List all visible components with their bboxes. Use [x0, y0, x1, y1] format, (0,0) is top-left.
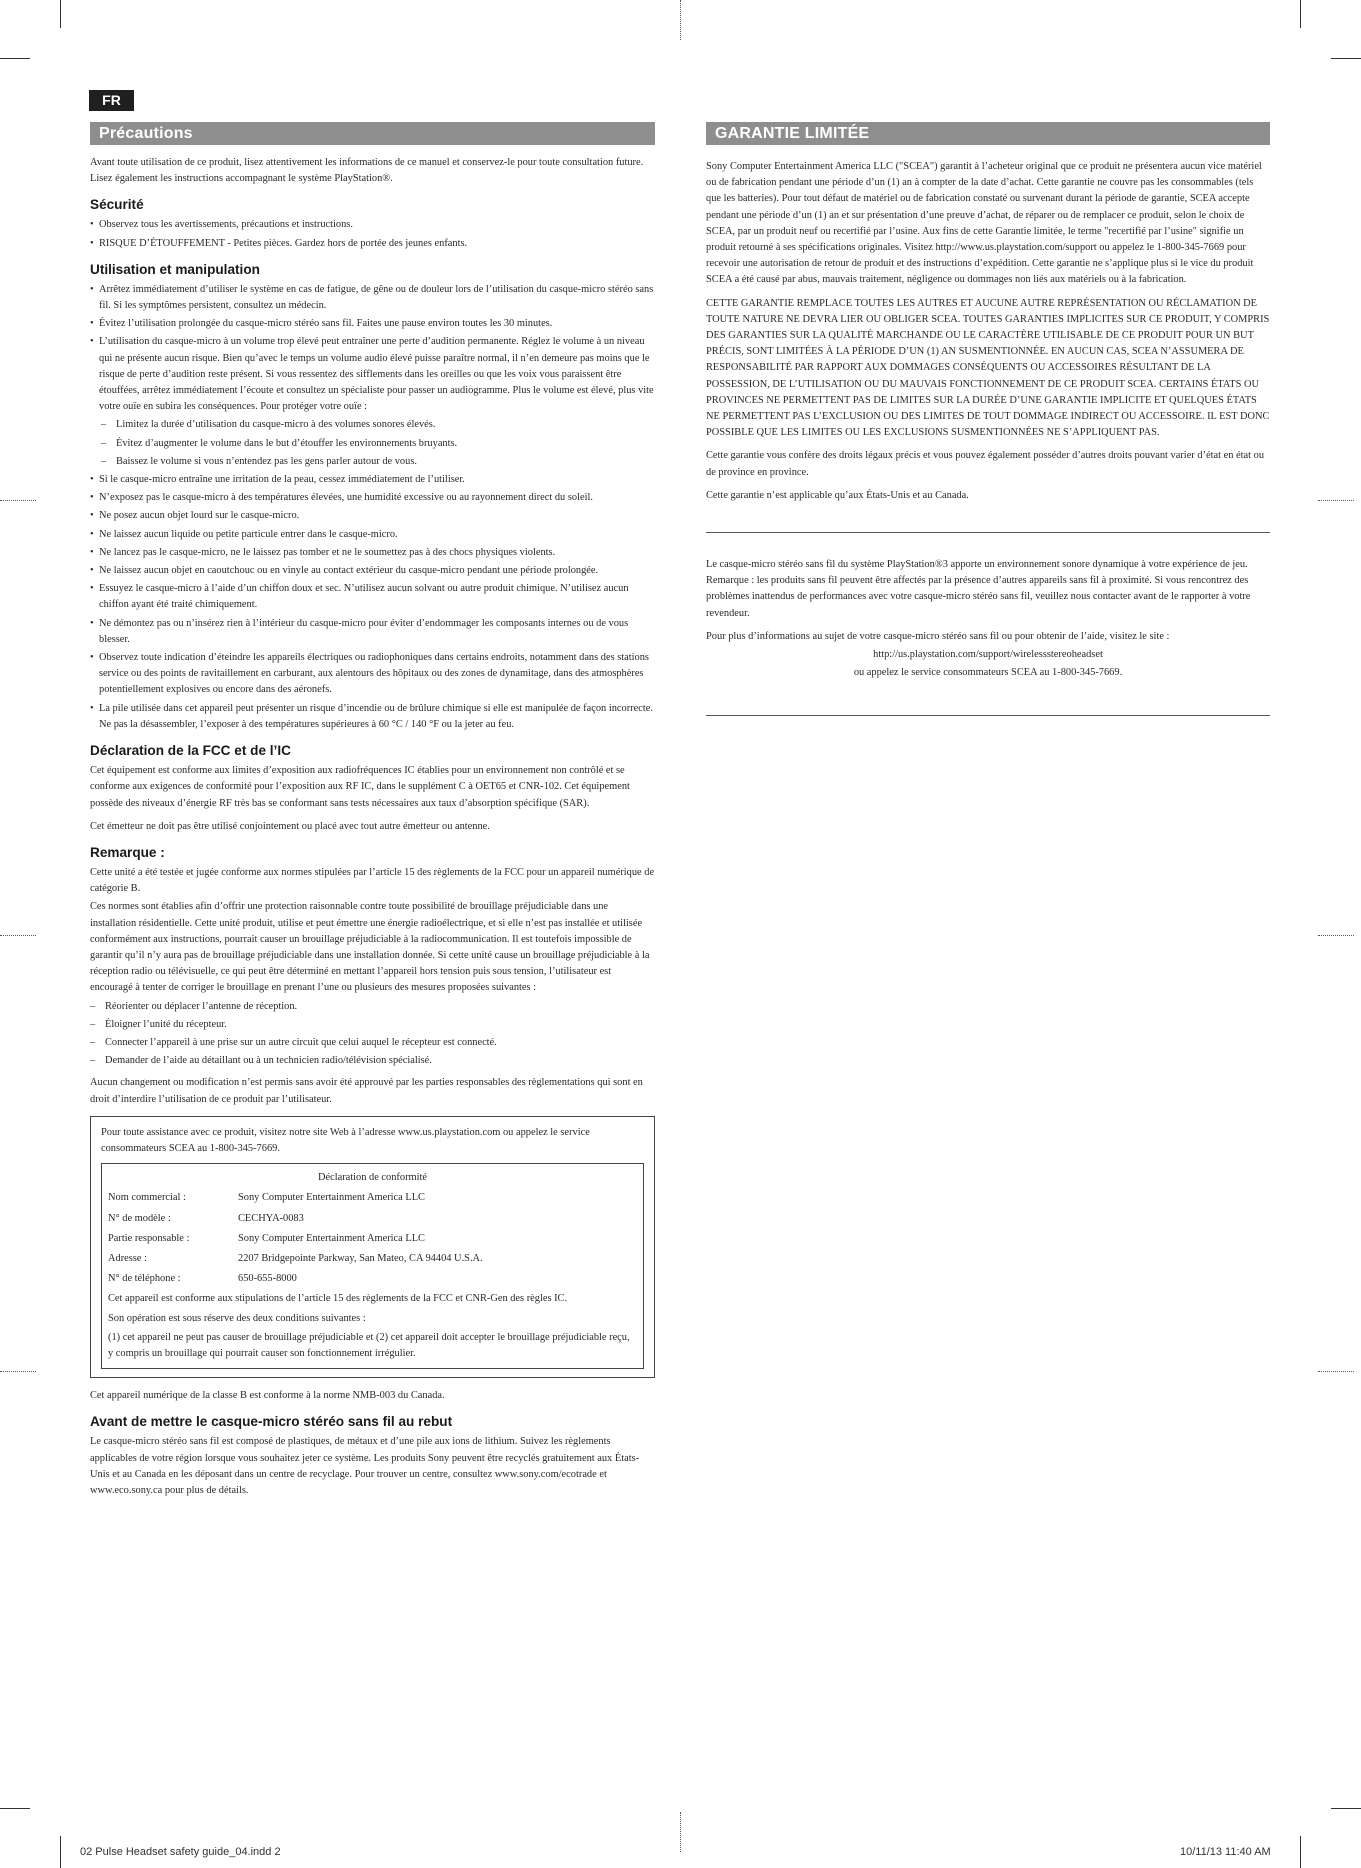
crop-mark: [60, 0, 61, 28]
list-item: – Demander de l’aide au détaillant ou à un technicien radio/télévision spécialisé.: [90, 1053, 655, 1069]
crop-mark: [1300, 1836, 1301, 1868]
declaration-row: [108, 1251, 637, 1267]
list-item: – Éloigner l’unité du récepteur.: [90, 1017, 655, 1033]
list-item: • L’utilisation du casque-micro à un volume trop élevé peut entraîner une perte d’audition permanente. Réglez le volume à un niveau qui ne présente aucun risque. Bien qu’avec le temps un volume audio élevé puisse paraître normal, il n’en demeure pas moins que le risque de perte d’audition reste présent. Si vous ressentez des sifflements dans les oreilles ou que les voix vous paraissent être étouffées, arrêtez immédiatement l’écoute et consultez un spécialiste pour passer un audiogramme. Plus le volume est élevé, plus vite votre ouïe en subira les conséquences. Pour protéger votre ouïe :: [90, 334, 655, 415]
usage-heading: Utilisation et manipulation: [90, 261, 260, 277]
list-item: • Ne laissez aucun objet en caoutchouc ou en vinyle au contact extérieur du casque-micro pendant une période prolongée.: [90, 563, 655, 579]
divider: [706, 532, 1270, 533]
row-label: Nom commercial :: [108, 1192, 186, 1204]
list-item: – Baissez le volume si vous n’entendez pas les gens parler autour de vous.: [90, 454, 655, 470]
compliance-text: Son opération est sous réserve des deux conditions suivantes :: [108, 1312, 366, 1324]
list-item: • Ne posez aucun objet lourd sur le casque-micro.: [90, 508, 655, 524]
declaration-row: [108, 1231, 637, 1247]
list-item: • RISQUE D’ÉTOUFFEMENT - Petites pièces. Gardez hors de portée des jeunes enfants.: [90, 236, 655, 252]
row-value: 650-655-8000: [238, 1273, 297, 1285]
list-item: • Ne laissez aucun liquide ou petite particule entrer dans le casque-micro.: [90, 527, 655, 543]
disposal-heading: Avant de mettre le casque-micro stéréo sans fil au rebut: [90, 1414, 453, 1430]
hearing-sublist: [90, 417, 655, 470]
compliance-text: (1) cet appareil ne peut pas causer de brouillage préjudiciable et (2) cet appareil doit accepter le brouillage préjudiciable reçu, y compris un brouillage qui pourrait causer son fonctionnement irrégulier.: [108, 1331, 630, 1359]
registration-mark: [680, 1812, 681, 1852]
row-value: 2207 Bridgepointe Parkway, San Mateo, CA 94404 U.S.A.: [238, 1252, 483, 1264]
support-url: http://us.playstation.com/support/wirelessstereoheadset: [873, 649, 1103, 661]
registration-mark: [0, 500, 36, 501]
list-item: – Évitez d’augmenter le volume dans le but d’étouffer les environnements bruyants.: [90, 436, 655, 452]
right-column: [706, 122, 1270, 740]
list-item: • Essuyez le casque-micro à l’aide d’un chiffon doux et sec. N’utilisez aucun solvant ou autre produit chimique. N’utilisez aucun chiffon ayant été traité chimiquement.: [90, 581, 655, 613]
warranty-paragraph: Cette garantie vous confère des droits légaux précis et vous pouvez également posséder d’autres droits pouvant varier d’état en état ou de province en province.: [706, 450, 1265, 478]
support-box: [90, 1116, 655, 1378]
crop-mark: [0, 1808, 30, 1809]
fcc-paragraph: Cet émetteur ne doit pas être utilisé conjointement ou placé avec tout autre émetteur ou antenne.: [90, 820, 490, 832]
list-item: – Connecter l’appareil à une prise sur un autre circuit que celui auquel le récepteur est connecté.: [90, 1035, 655, 1051]
warranty-paragraph: Cette garantie n’est applicable qu’aux États-Unis et au Canada.: [706, 489, 969, 501]
language-tag: FR: [89, 90, 134, 111]
declaration-row: [108, 1211, 637, 1227]
precautions-heading: Précautions: [90, 122, 655, 145]
list-item: – Limitez la durée d’utilisation du casque-micro à des volumes sonores élevés.: [90, 417, 655, 433]
usage-list: [90, 282, 655, 416]
nmb-paragraph: Cet appareil numérique de la classe B est conforme à la norme NMB-003 du Canada.: [90, 1390, 445, 1402]
registration-mark: [1318, 1371, 1354, 1372]
crop-mark: [1300, 0, 1301, 28]
list-item: • Évitez l’utilisation prolongée du casque-micro stéréo sans fil. Faites une pause environ toutes les 30 minutes.: [90, 316, 655, 332]
remark-paragraph: Aucun changement ou modification n’est permis sans avoir été approuvé par les parties responsables des règlementations qui sont en droit d’interdire l’utilisation de ce produit par l’utilisateur.: [90, 1077, 643, 1105]
crop-mark: [1331, 58, 1361, 59]
warranty-heading: GARANTIE LIMITÉE: [706, 122, 1270, 145]
divider: [706, 715, 1270, 716]
intro-paragraph: Avant toute utilisation de ce produit, lisez attentivement les informations de ce manuel et conservez-le pour toute consultation future. Lisez également les instructions accompagnant le système PlayStation®.: [90, 157, 644, 185]
left-column: [90, 122, 655, 1506]
remedy-list: [90, 999, 655, 1070]
declaration-title: Déclaration de conformité: [317, 1172, 428, 1184]
row-label: N° de modèle :: [108, 1212, 171, 1224]
remark-heading: Remarque :: [90, 844, 165, 860]
crop-mark: [1331, 1808, 1361, 1809]
registration-mark: [0, 1371, 36, 1372]
footer-timestamp: 10/11/13 11:40 AM: [1180, 1846, 1271, 1858]
row-label: N° de téléphone :: [108, 1273, 181, 1285]
support-phone: ou appelez le service consommateurs SCEA au 1-800-345-7669.: [853, 667, 1123, 679]
list-item: • La pile utilisée dans cet appareil peut présenter un risque d’incendie ou de brûlure chimique si elle est manipulée de façon incorrecte. Ne pas la désassembler, l’exposer à des températures supérieures à 60 °C / 140 °F ou la jeter au feu.: [90, 701, 655, 733]
registration-mark: [1318, 935, 1354, 936]
row-value: Sony Computer Entertainment America LLC: [238, 1232, 425, 1244]
remark-paragraph: Cette unité a été testée et jugée conforme aux normes stipulées par l’article 15 des règlements de la FCC pour un appareil numérique de catégorie B.: [90, 866, 655, 895]
security-list: [90, 217, 655, 251]
row-label: Adresse :: [108, 1252, 147, 1264]
row-value: CECHYA-0083: [238, 1212, 304, 1224]
info-paragraph: Pour plus d’informations au sujet de votre casque-micro stéréo sans fil ou pour obtenir de l’aide, visitez le site :: [706, 630, 1170, 642]
crop-mark: [0, 58, 30, 59]
list-item: • Observez toute indication d’éteindre les appareils électriques ou radiophoniques dans certains endroits, notamment dans des stations service ou des points de ravitaillement en carburant, aux alentours des hôpitaux ou des zones de dynamitage, dans des atmosphères potentiellement explosives ou encore dans des aéronefs.: [90, 650, 655, 699]
usage-list-continued: [90, 472, 655, 733]
list-item: • Si le casque-micro entraîne une irritation de la peau, cessez immédiatement de l’utiliser.: [90, 472, 655, 488]
row-label: Partie responsable :: [108, 1232, 190, 1244]
registration-mark: [0, 935, 36, 936]
list-item: • Arrêtez immédiatement d’utiliser le système en cas de fatigue, de gêne ou de douleur lors de l’utilisation du casque-micro stéréo sans fil. Si les symptômes persistent, consultez un médecin.: [90, 282, 655, 314]
list-item: • N’exposez pas le casque-micro à des températures élevées, une humidité excessive ou au rayonnement direct du soleil.: [90, 490, 655, 506]
footer-filename: 02 Pulse Headset safety guide_04.indd 2: [80, 1846, 281, 1858]
remark-paragraph: Ces normes sont établies afin d’offrir une protection raisonnable contre toute possibilité de brouillage préjudiciable dans une installation résidentielle. Cette unité produit, utilise et peut émettre une énergie radioélectrique, et si elle n’est pas installée et utilisée conformément aux instructions, pourrait causer un brouillage préjudiciable à la radiocommunication. Il est toutefois impossible de garantir qu’il n’y aura pas de brouillage préjudiciable dans une installation donnée. Si cette unité cause un brouillage préjudiciable à la réception radio ou télévisuelle, ce qui peut être déterminé en mettant l’appareil hors tension puis sous tension, l’utilisateur est encouragé à tenter de corriger le brouillage en prenant l’une ou plusieurs des mesures proposées suivantes :: [90, 901, 650, 994]
registration-mark: [680, 0, 681, 40]
security-heading: Sécurité: [90, 197, 144, 213]
declaration-row: [108, 1271, 637, 1287]
assist-paragraph: Pour toute assistance avec ce produit, visitez notre site Web à l’adresse www.us.playstation.com ou appelez le service consommateurs SCEA au 1-800-345-7669.: [101, 1126, 590, 1154]
list-item: • Ne démontez pas ou n’insérez rien à l’intérieur du casque-micro pour éviter d’endommager les composants internes ou de vous blesser.: [90, 616, 655, 648]
warranty-disclaimer: CETTE GARANTIE REMPLACE TOUTES LES AUTRES ET AUCUNE AUTRE REPRÉSENTATION OU RÉCLAMATION DE TOUTE NATURE NE DEVRA LIER OU OBLIGER SCEA. TOUTES GARANTIES IMPLICITES SUR CE PRODUIT, Y COMPRIS DES GARANTIES SUR LA QUALITÉ MARCHANDE OU LE CARACTÈRE UTILISABLE DE CE PRODUIT POUR UN BUT PRÉCIS, SONT LIMITÉES À LA PÉRIODE D’UN (1) AN SUSMENTIONNÉE. EN AUCUN CAS, SCEA N’ASSUMERA DE RESPONSABILITÉ PAR RAPPORT AUX DOMMAGES CONSÉQUENTS OU ACCESSOIRES RÉSULTANT DE LA POSSESSION, DE L’UTILISATION OU DU MAUVAIS FONCTIONNEMENT DE CE PRODUIT SCEA. CERTAINS ÉTATS OU PROVINCES NE PERMETTENT PAS DE LIMITES SUR LA DURÉE D’UNE GARANTIE IMPLICITE ET QUELQUES ÉTATS NE PERMETTENT PAS L’EXCLUSION OU DES LIMITES DE TOUT DOMMAGE INDIRECT OU ACCESSOIRE. IL EST DONC POSSIBLE QUE LES LIMITES OU LES EXCLUSIONS SUSMENTIONNÉES NE S’APPLIQUENT PAS.: [706, 297, 1270, 439]
fcc-paragraph: Cet équipement est conforme aux limites d’exposition aux radiofréquences IC établies pour un environnement non contrôlé et se conforme aux exigences de conformité pour l’exposition aux RF IC, dans le supplément C à OET65 et CNR-102. Cet équipement possède des niveaux d’énergie RF très bas se conformant sans tests nécessaires aux taux d’absorption spécifique (SAR).: [90, 765, 630, 809]
list-item: • Ne lancez pas le casque-micro, ne le laissez pas tomber et ne le soumettez pas à des chocs physiques violents.: [90, 545, 655, 561]
registration-mark: [1318, 500, 1354, 501]
declaration-row: [108, 1190, 637, 1206]
fcc-heading: Déclaration de la FCC et de l’IC: [90, 743, 291, 759]
list-item: – Réorienter ou déplacer l’antenne de réception.: [90, 999, 655, 1015]
warranty-paragraph: Sony Computer Entertainment America LLC ("SCEA") garantit à l’acheteur original que ce produit ne présentera aucun vice matériel ou de fabrication pendant une période d’un (1) an à compter de la date d’achat. Cette garantie ne couvre pas les consommables (tels que les batteries). Pour tout défaut de matériel ou de fabrication constaté ou survenant durant la période de garantie, SCEA accepte pendant une période d’un (1) an et sur présentation d’une preuve d’achat, de réparer ou de remplacer ce produit, selon le choix de SCEA, par un produit neuf ou recertifié par l’usine. Aux fins de cette Garantie limitée, le terme "recertifié par l’usine" signifie un produit retourné à ses spécifications originales. Visitez http://www.us.playstation.com/support ou appelez le 1-800-345-7669 pour recevoir une autorisation de retour de produit et des instructions d’expédition. Cette garantie ne s’applique plus si le vice du produit SCEA a été causé par abus, mauvais traitement, négligence ou dommages non liés aux matériels ou à la fabrication.: [706, 161, 1262, 286]
compliance-text: Cet appareil est conforme aux stipulations de l’article 15 des règlements de la FCC et CNR-Gen des règles IC.: [108, 1293, 568, 1305]
product-paragraph: Le casque-micro stéréo sans fil du système PlayStation®3 apporte un environnement sonore dynamique à votre expérience de jeu. Remarque : les produits sans fil peuvent être affectés par la présence d’autres appareils sans fil à proximité. Si vous rencontrez des problèmes inattendus de performances avec votre casque-micro stéréo sans fil, veuillez nous contacter avant de le rapporter à votre revendeur.: [706, 559, 1251, 619]
disposal-paragraph: Le casque-micro stéréo sans fil est composé de plastiques, de métaux et d’une pile aux ions de lithium. Suivez les règlements applicables de votre région lorsque vous souhaitez jeter ce système. Les produits Sony peuvent être recyclés gratuitement aux États-Unis et au Canada en les déposant dans un centre de recyclage. Pour trouver un centre, consultez www.sony.com/ecotrade et www.eco.sony.ca pour plus de détails.: [90, 1436, 640, 1496]
declaration-box: [101, 1163, 644, 1369]
crop-mark: [60, 1836, 61, 1868]
row-value: Sony Computer Entertainment America LLC: [238, 1192, 425, 1204]
list-item: • Observez tous les avertissements, précautions et instructions.: [90, 217, 655, 233]
